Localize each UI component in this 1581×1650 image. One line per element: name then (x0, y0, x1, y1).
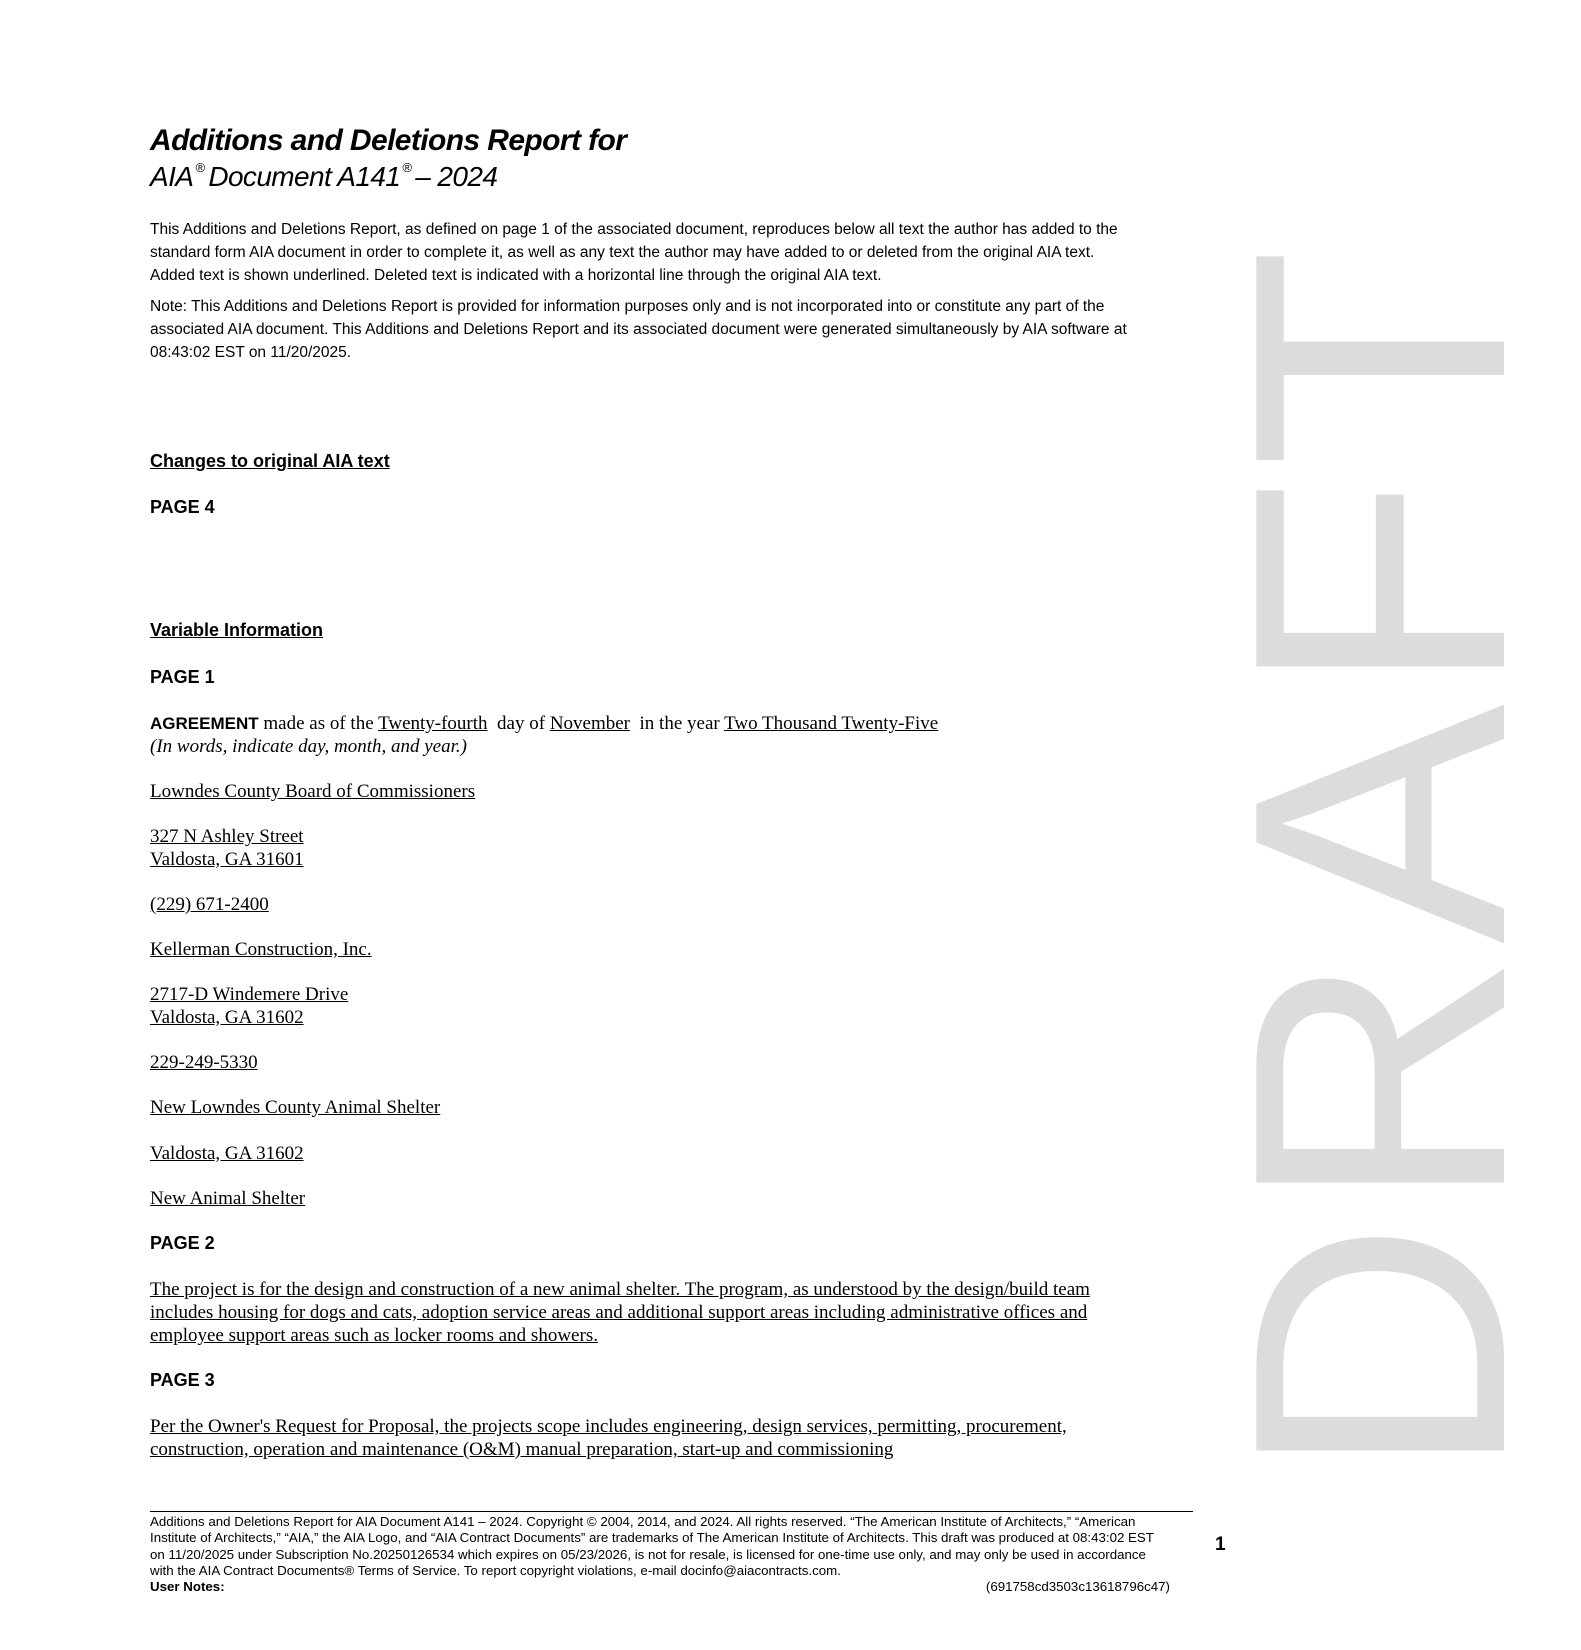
page3-label: PAGE 3 (150, 1370, 215, 1390)
title-year: – 2024 (415, 161, 498, 192)
changes-page-label: PAGE 4 (150, 497, 215, 517)
builder-city: Valdosta, GA 31602 (150, 1007, 304, 1028)
document-hash: (691758cd3503c13618796c47) (985, 1579, 1170, 1595)
footer (150, 1514, 1170, 1595)
user-notes-label: User Notes: (150, 1579, 225, 1595)
page1-label: PAGE 1 (150, 667, 215, 687)
builder-phone: 229-249-5330 (150, 1052, 258, 1073)
agreement-line (150, 712, 938, 735)
intro-paragraph: This Additions and Deletions Report, as defined on page 1 of the associated document, reproduces below all text the author has added to the standard form AIA document in order to complete it, as well as any text the author may have added to or deleted from the original AIA text. Added text is shown underlined. Deleted text is indicated with a horizontal line through the original AIA text. (150, 221, 1118, 284)
variable-heading: Variable Information (150, 620, 324, 640)
project-title: New Animal Shelter (150, 1188, 306, 1209)
agreement-day: Twenty-fourth (378, 713, 488, 734)
draft-watermark: DRAFT (1179, 240, 1581, 1480)
project-description: The project is for the design and construction of a new animal shelter. The program, as understood by the design/build team includes housing for dogs and cats, adoption service areas and additional support areas including administrative offices and employee support areas such as locker rooms and showers. (150, 1279, 1090, 1346)
agreement-year: Two Thousand Twenty-Five (724, 713, 939, 734)
agreement-month: November (549, 713, 631, 734)
registered-mark: ® (402, 160, 412, 175)
made-as-of: made as of the (263, 713, 374, 734)
in-the-year: in the year (639, 713, 720, 734)
changes-heading: Changes to original AIA text (150, 451, 390, 471)
report-subtitle (150, 160, 497, 193)
builder-street: 2717-D Windemere Drive (150, 984, 349, 1005)
footer-divider (150, 1511, 1193, 1512)
title-document: Document A141 (208, 161, 401, 192)
owner-city: Valdosta, GA 31601 (150, 849, 304, 870)
agreement-label: AGREEMENT (150, 714, 259, 733)
words-note: (In words, indicate day, month, and year.) (150, 736, 467, 757)
project-city: Valdosta, GA 31602 (150, 1143, 304, 1164)
page2-label: PAGE 2 (150, 1233, 215, 1253)
report-title: Additions and Deletions Report for (150, 124, 627, 157)
title-aia: AIA (150, 161, 194, 192)
builder-name: Kellerman Construction, Inc. (150, 939, 372, 960)
registered-mark: ® (195, 160, 205, 175)
intro-note: Note: This Additions and Deletions Report is provided for information purposes only and is not incorporated into or constitute any part of the associated AIA document. This Additions and Deletions Report and its associated document were generated simultaneously by AIA software at 08:43:02 EST on 11/20/2025. (150, 298, 1127, 361)
owner-name: Lowndes County Board of Commissioners (150, 781, 476, 802)
owner-phone: (229) 671-2400 (150, 894, 269, 915)
project-scope: Per the Owner's Request for Proposal, the projects scope includes engineering, design services, permitting, procurement, construction, operation and maintenance (O&M) manual preparation, start-up and commissioning (150, 1416, 1067, 1460)
owner-street: 327 N Ashley Street (150, 826, 304, 847)
day-of: day of (497, 713, 546, 734)
project-name: New Lowndes County Animal Shelter (150, 1097, 441, 1118)
page-number: 1 (1215, 1534, 1226, 1555)
footer-copyright: Additions and Deletions Report for AIA Document A141 – 2024. Copyright © 2004, 2014, and 2024. All rights reserved. “The American Institute of Architects,” “American Institute of Architects,” “AIA,” the AIA Logo, and “AIA Contract Documents” are trademarks of The American Institute of Architects. This draft was produced at 08:43:02 EST on 11/20/2025 under Subscription No.20250126534 which expires on 05/23/2026, is not for resale, is licensed for one-time use only, and may only be used in accordance with the AIA Contract Documents® Terms of Service. To report copyright violations, e-mail docinfo@aiacontracts.com. (150, 1514, 1154, 1578)
